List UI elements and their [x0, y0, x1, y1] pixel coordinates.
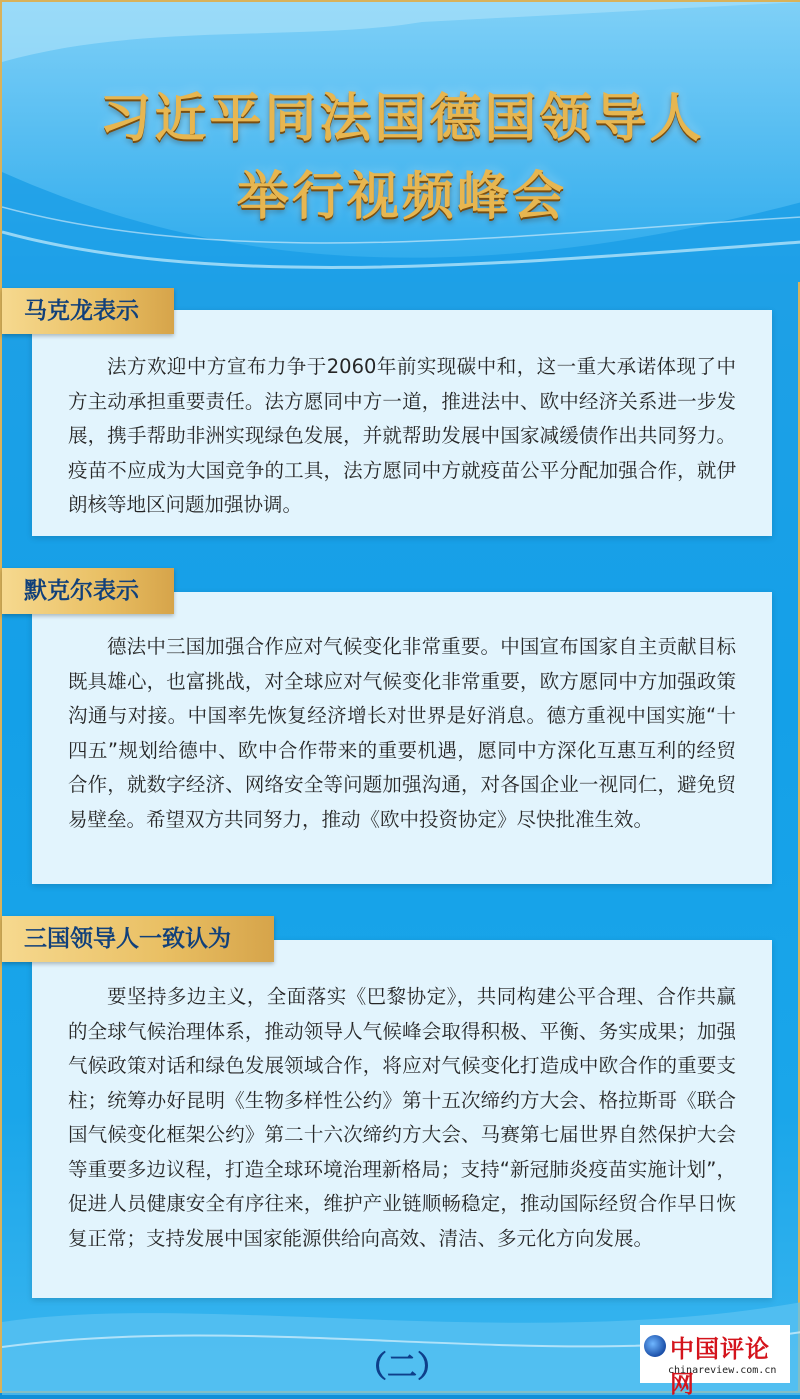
title-line-2: 举行视频峰会 — [236, 167, 567, 227]
section-tag-macron: 马克龙表示 — [2, 288, 174, 334]
page-number: （二） — [357, 1350, 447, 1385]
section-text-macron: 法方欢迎中方宣布力争于2060年前实现碳中和，这一重大承诺体现了中方主动承担重要责任。法方愿同中方一道，推进法中、欧中经济关系进一步发展，携手帮助非洲实现绿色发展，并就帮助发展中国家减缓债作出共同努力。疫苗不应成为大国竞争的工具，法方愿同中方就疫苗公平分配加强合作，就伊朗核等地区问题加强协调。 — [68, 355, 736, 516]
section-text-merkel: 德法中三国加强合作应对气候变化非常重要。中国宣布国家自主贡献目标既具雄心，也富挑战，对全球应对气候变化非常重要，欧方愿同中方加强政策沟通与对接。中国率先恢复经济增长对世界是好消息。德方重视中国实施“十四五”规划给德中、欧中合作带来的重要机遇，愿同中方深化互惠互利的经贸合作，就数字经济、网络安全等问题加强沟通，对各国企业一视同仁，避免贸易壁垒。希望双方共同努力，推动《欧中投资协定》尽快批准生效。 — [68, 635, 736, 831]
section-card-merkel — [32, 592, 772, 884]
globe-icon — [644, 1335, 666, 1357]
title-line-1: 习近平同法国德国领导人 — [99, 89, 705, 149]
section-text-consensus: 要坚持多边主义，全面落实《巴黎协定》，共同构建公平合理、合作共赢的全球气候治理体系，推动领导人气候峰会取得积极、平衡、务实成果；加强气候政策对话和绿色发展领域合作，将应对气候变化打造成中欧合作的重要支柱；统筹办好昆明《生物多样性公约》第十五次缔约方大会、格拉斯哥《联合国气候变化框架公约》第二十六次缔约方大会、马赛第七届世界自然保护大会等重要多边议程，打造全球环境治理新格局；支持“新冠肺炎疫苗实施计划”，促进人员健康安全有序往来，维护产业链顺畅稳定，推动国际经贸合作早日恢复正常；支持发展中国家能源供给向高效、清洁、多元化方向发展。 — [68, 985, 736, 1250]
section-card-consensus — [32, 940, 772, 1298]
logo-name: 中国评论网 — [670, 1334, 770, 1398]
section-tag-merkel: 默克尔表示 — [2, 568, 174, 614]
section-tag-consensus: 三国领导人一致认为 — [2, 916, 274, 962]
section-card-macron — [32, 310, 772, 536]
logo-url: chinareview.com.cn — [668, 1365, 777, 1376]
site-logo — [640, 1325, 790, 1398]
page-title — [2, 80, 800, 236]
